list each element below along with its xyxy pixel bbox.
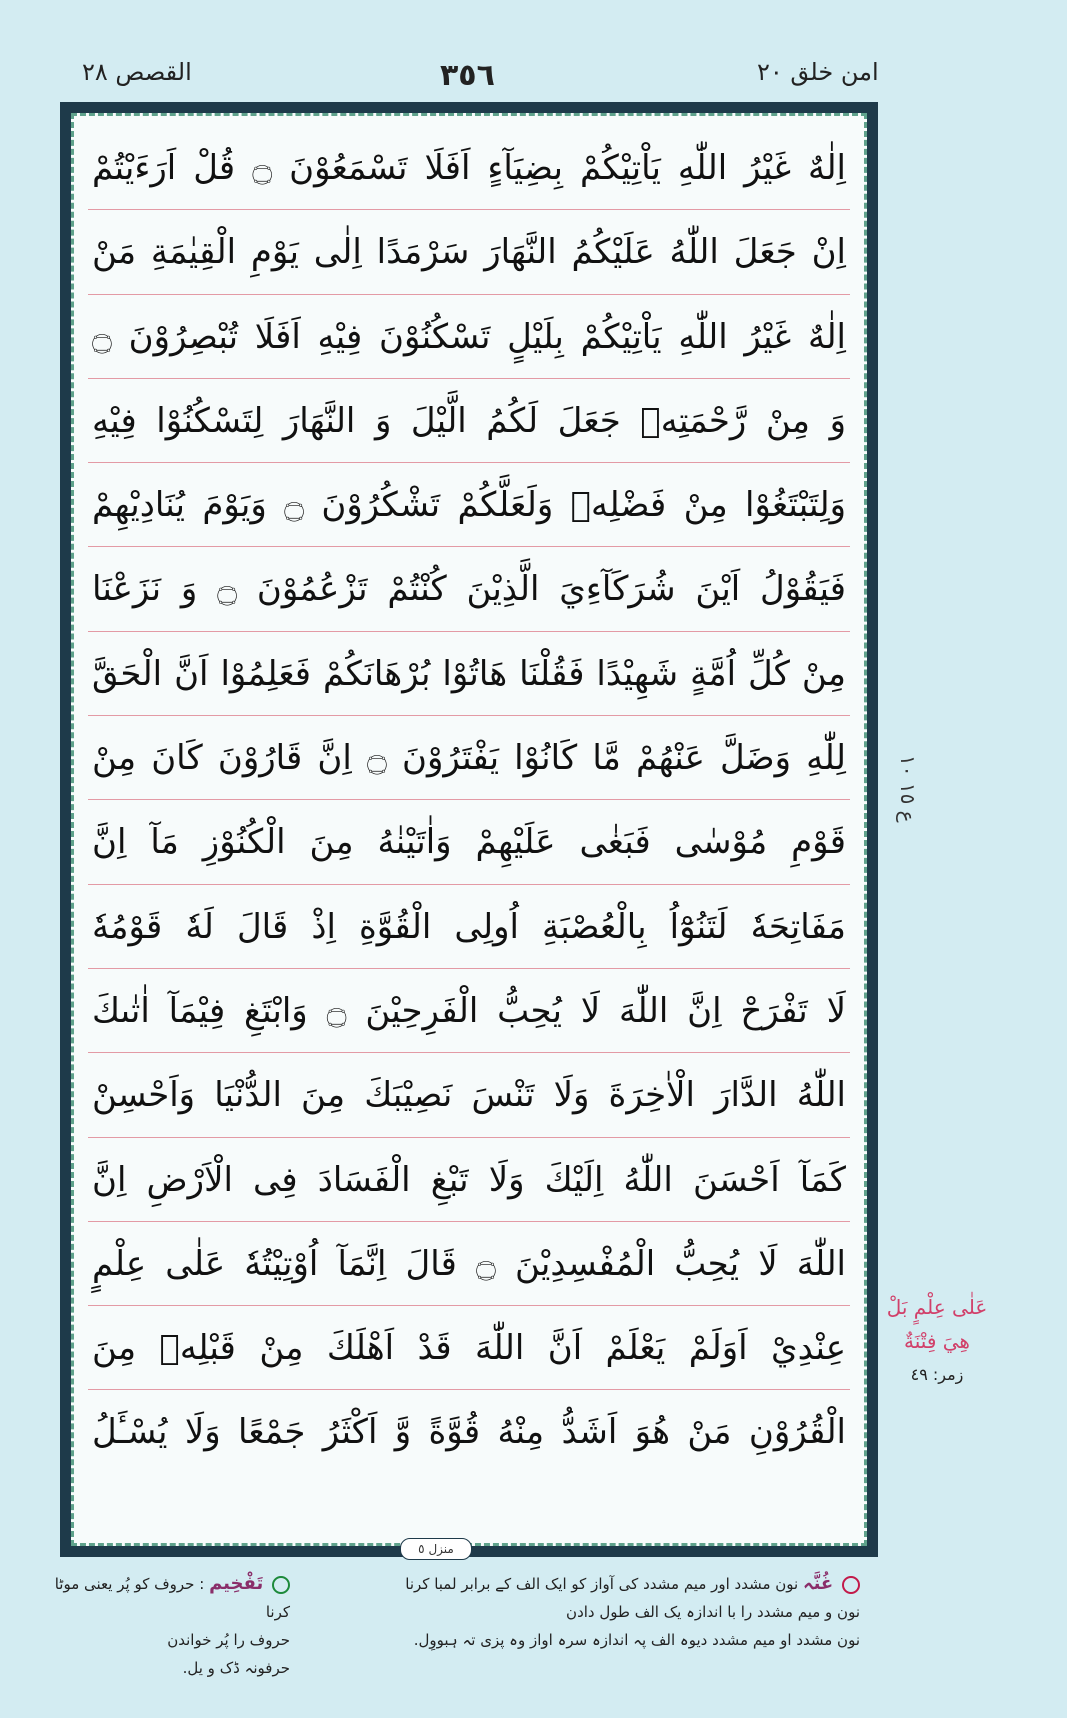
verse-line: قَوْمِ مُوْسٰى فَبَغٰى عَلَيْهِمْ وَاٰتَيْنٰهُ مِنَ الْكُنُوْزِ مَآ اِنَّ [88, 800, 850, 884]
verse-line: وَ مِنْ رَّحْمَتِهٖ جَعَلَ لَكُمُ الَّيْلَ وَ النَّهَارَ لِتَسْكُنُوْا فِيْهِ [88, 379, 850, 463]
verse-line: الْقُرُوْنِ مَنْ هُوَ اَشَدُّ مِنْهُ قُوَّةً وَّ اَكْثَرُ جَمْعًا وَلَا يُسْـَٔلُ [92, 1412, 846, 1453]
ghunna-footnote [300, 1570, 860, 1654]
verse-line: اللّٰهُ الدَّارَ الْاٰخِرَةَ وَلَا تَنْسَ نَصِيْبَكَ مِنَ الدُّنْيَا وَاَحْسِنْ [88, 1053, 850, 1137]
tafkhim-line2: حروف را پُر خواندن [167, 1631, 290, 1649]
text-frame [60, 102, 878, 1557]
tafkhim-bullet-icon [272, 1576, 290, 1594]
tafkhim-line1: : حروف کو پُر یعنی موٹا کرنا [54, 1575, 290, 1621]
ghunna-line1: نون مشدد اور میم مشدد کی آواز کو ایک الف کے برابر لمبا کرنا [405, 1575, 799, 1593]
verse-line: لِلّٰهِ وَضَلَّ عَنْهُمْ مَّا كَانُوْا يَفْتَرُوْنَ ۝ اِنَّ قَارُوْنَ كَانَ مِنْ [88, 716, 850, 800]
ghunna-title: غُنَّہ [803, 1573, 834, 1594]
margin-note-line1: عَلٰى عِلْمٍ بَلْ [886, 1295, 988, 1319]
verse-lines [88, 126, 850, 1521]
margin-note [882, 1290, 992, 1392]
verse-line: اِلٰهٌ غَيْرُ اللّٰهِ يَاْتِيْكُمْ بِضِيَآءٍ اَفَلَا تَسْمَعُوْنَ ۝ قُلْ اَرَءَيْتُمْ [88, 126, 850, 210]
text-frame-inner [71, 113, 867, 1546]
tafkhim-title: تَفْخِيم [209, 1573, 264, 1594]
verse-line: عِنْدِيْ اَوَلَمْ يَعْلَمْ اَنَّ اللّٰهَ قَدْ اَهْلَكَ مِنْ قَبْلِهٖ مِنَ [88, 1306, 850, 1390]
para-header: امن خلق ٢٠ [757, 58, 879, 86]
verse-line: لَا تَفْرَحْ اِنَّ اللّٰهَ لَا يُحِبُّ الْفَرِحِيْنَ ۝ وَابْتَغِ فِيْمَآ اٰتٰىكَ [88, 969, 850, 1053]
ghunna-line2: نون و میم مشدد را با اندازہ یک الف طول دادن [566, 1603, 860, 1621]
verse-line: اِلٰهٌ غَيْرُ اللّٰهِ يَاْتِيْكُمْ بِلَيْلٍ تَسْكُنُوْنَ فِيْهِ اَفَلَا تُبْصِرُوْنَ ۝ [88, 295, 850, 379]
page-number: ٣٥٦ [440, 58, 495, 93]
verse-line: وَلِتَبْتَغُوْا مِنْ فَضْلِهٖ وَلَعَلَّكُمْ تَشْكُرُوْنَ ۝ وَيَوْمَ يُنَادِيْهِمْ [88, 463, 850, 547]
verse-line: كَمَآ اَحْسَنَ اللّٰهُ اِلَيْكَ وَلَا تَبْغِ الْفَسَادَ فِى الْاَرْضِ اِنَّ [88, 1138, 850, 1222]
tafkhim-line3: حرفونہ ڈک و یل. [182, 1659, 290, 1677]
verse-line: فَيَقُوْلُ اَيْنَ شُرَكَآءِيَ الَّذِيْنَ كُنْتُمْ تَزْعُمُوْنَ ۝ وَ نَزَعْنَا [88, 547, 850, 631]
surah-header: القصص ٢٨ [82, 58, 192, 86]
verse-line: اللّٰهَ لَا يُحِبُّ الْمُفْسِدِيْنَ ۝ قَالَ اِنَّمَآ اُوْتِيْتُهٗ عَلٰى عِلْمٍ [88, 1222, 850, 1306]
margin-note-ref: زمر: ٤٩ [910, 1365, 964, 1384]
verse-line: اِنْ جَعَلَ اللّٰهُ عَلَيْكُمُ النَّهَارَ سَرْمَدًا اِلٰى يَوْمِ الْقِيٰمَةِ مَنْ [88, 210, 850, 294]
tafkhim-footnote [40, 1570, 290, 1682]
manzil-label: منزل ٥ [400, 1538, 472, 1560]
ghunna-bullet-icon [842, 1576, 860, 1594]
ghunna-line3: نون مشدد او میم مشدد دیوہ الف پہ اندازہ سرہ اواز وہ پزی تہ ہبووِل. [413, 1631, 860, 1649]
margin-note-line2: هِيَ فِتْنَةٌ [904, 1329, 970, 1353]
verse-line: مِنْ كُلِّ اُمَّةٍ شَهِيْدًا فَقُلْنَا هَاتُوْا بُرْهَانَكُمْ فَعَلِمُوْا اَنَّ الْحَقَّ [88, 632, 850, 716]
verse-line: مَفَاتِحَهٗ لَتَنُوْٓاُ بِالْعُصْبَةِ اُولِى الْقُوَّةِ اِذْ قَالَ لَهٗ قَوْمُهٗ [88, 885, 850, 969]
ruku-marker: ع ١٥ ١٠ [896, 755, 920, 823]
